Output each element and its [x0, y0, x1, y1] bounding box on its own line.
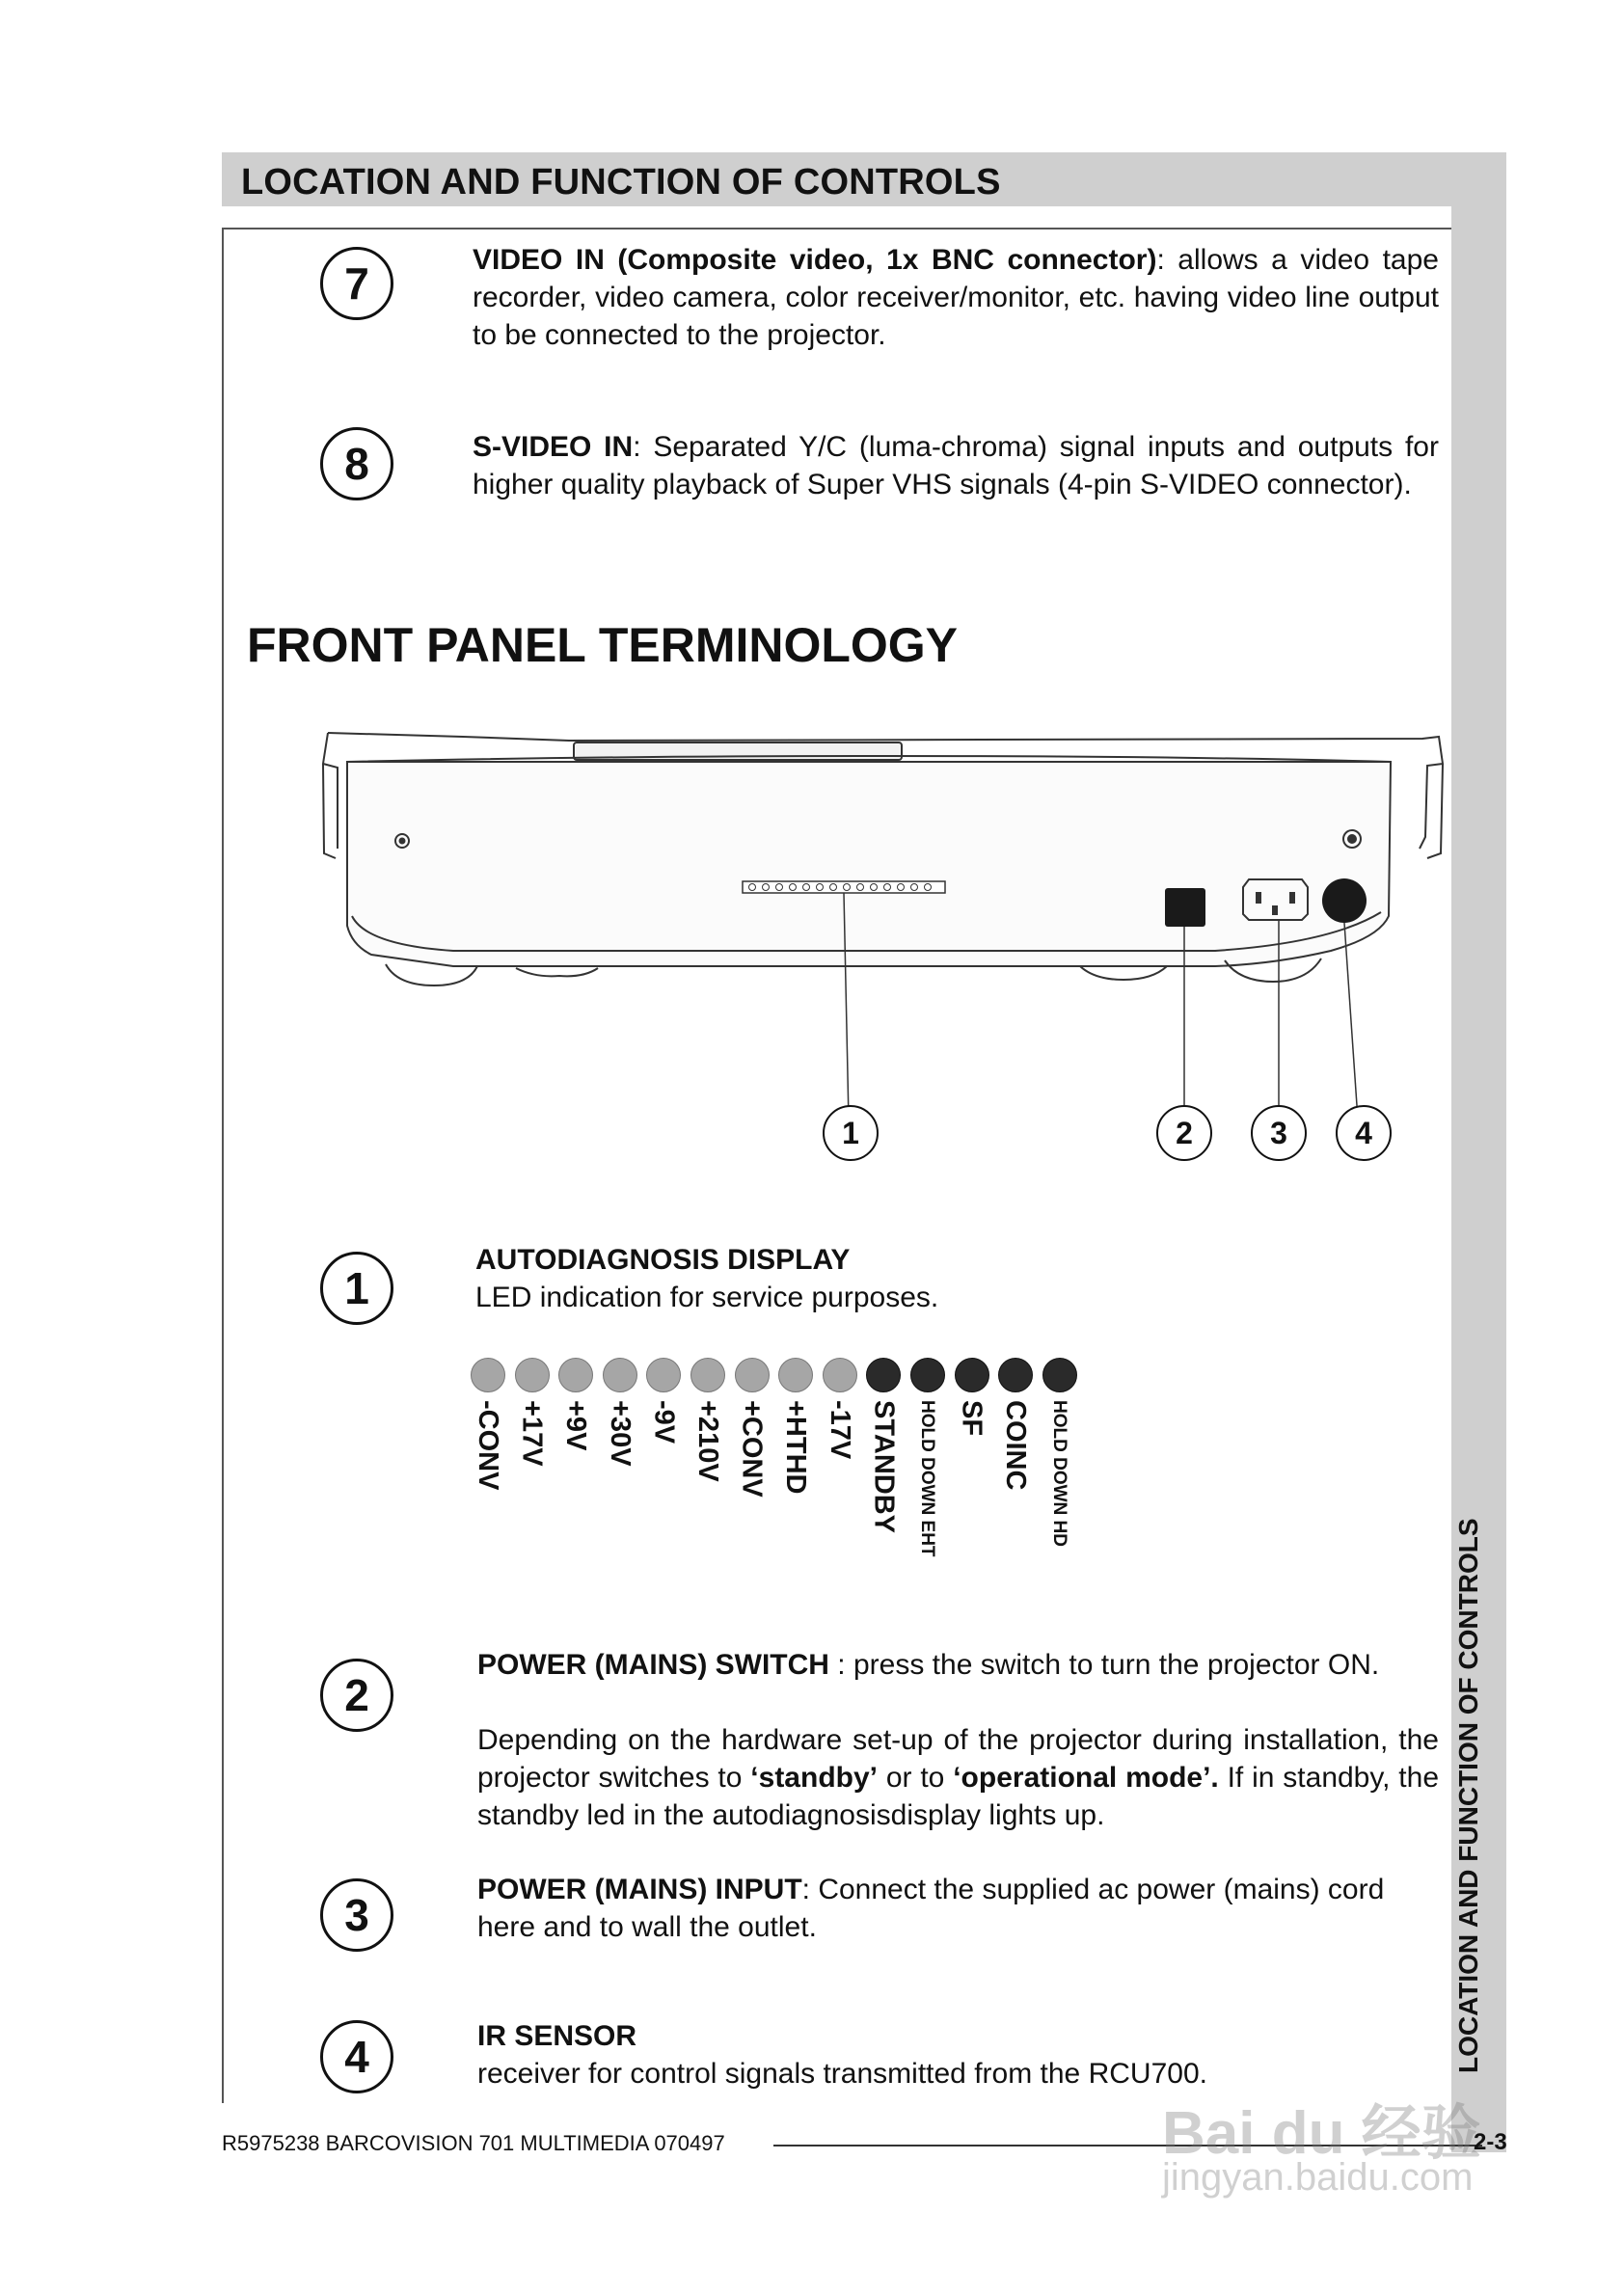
item-4-text: receiver for control signals transmitted from the RCU700.: [477, 2058, 1207, 2090]
item-4-number: 4: [320, 2020, 393, 2093]
led-label: +9V: [560, 1400, 592, 1451]
item-2-title: POWER (MAINS) SWITCH: [477, 1649, 829, 1681]
item-7-number: 7: [320, 247, 393, 320]
item-2-note-a: Depending on the hardware set-up of the projector during installation, the projector switches to: [477, 1724, 1439, 1794]
led-label: -17V: [824, 1400, 855, 1460]
page-header-title: LOCATION AND FUNCTION OF CONTROLS: [241, 162, 1001, 202]
item-2-text: : press the switch to turn the projector ON.: [828, 1649, 1380, 1681]
item-2-note-c: or to: [878, 1762, 954, 1794]
item-1-description: [475, 1241, 1440, 1316]
led-label: HOLD DOWN EHT: [917, 1400, 937, 1557]
led-6: [690, 1358, 725, 1392]
ir-sensor: [1322, 878, 1367, 923]
frame-top-rule: [222, 228, 1451, 230]
callout-2: 2: [1156, 1105, 1212, 1161]
item-7-text: : allows a video tape recorder, video camera, color receiver/monitor, etc. having video line output to be connected to the projector.: [473, 244, 1439, 351]
callout-3: 3: [1251, 1105, 1307, 1161]
frame-left-rule: [222, 228, 224, 2103]
led-5: [646, 1358, 681, 1392]
led-14: [1042, 1358, 1077, 1392]
led-label: -CONV: [473, 1400, 503, 1491]
callout-1: 1: [823, 1105, 879, 1161]
item-3-number: 3: [320, 1878, 393, 1952]
item-1-title: AUTODIAGNOSIS DISPLAY: [475, 1244, 851, 1276]
item-2-note-e: If in standby, the standby led in the autodiagnosisdisplay lights up.: [477, 1762, 1440, 1831]
power-switch: [1165, 888, 1205, 927]
led-label: +30V: [604, 1400, 636, 1467]
led-10: [866, 1358, 901, 1392]
item-1-number: 1: [320, 1252, 393, 1325]
watermark-logo: Bai du 经验: [1162, 2100, 1481, 2167]
led-label: STANDBY: [868, 1400, 900, 1534]
item-4-description: [477, 2017, 1439, 2092]
led-label: +CONV: [736, 1400, 768, 1498]
led-3: [558, 1358, 593, 1392]
item-2-note-standby: ‘standby’: [750, 1762, 878, 1794]
led-8: [778, 1358, 813, 1392]
led-label: +210V: [692, 1400, 723, 1482]
item-3-title: POWER (MAINS) INPUT: [477, 1874, 802, 1905]
item-2-number: 2: [320, 1659, 393, 1732]
led-9: [823, 1358, 857, 1392]
section-title: FRONT PANEL TERMINOLOGY: [247, 618, 959, 672]
front-panel-diagram: [309, 723, 1466, 1167]
item-2-note: [477, 1721, 1439, 1834]
item-8-title: S-VIDEO IN: [473, 431, 634, 463]
led-label: COINC: [1000, 1400, 1032, 1491]
item-8-number: 8: [320, 427, 393, 500]
led-7: [735, 1358, 770, 1392]
side-tab-label: LOCATION AND FUNCTION OF CONTROLS: [1453, 1518, 1483, 2073]
item-2-note-operational: ‘operational mode’.: [953, 1762, 1219, 1794]
led-2: [515, 1358, 550, 1392]
item-7-title: VIDEO IN (Composite video, 1x BNC connector): [473, 244, 1157, 276]
footer-doc-id: R5975238 BARCOVISION 701 MULTIMEDIA 070497: [222, 2131, 725, 2155]
item-7-description: [473, 241, 1439, 354]
item-3-description: [477, 1871, 1439, 1946]
led-13: [998, 1358, 1033, 1392]
item-3-text: : Connect the supplied ac power (mains) cord here and to wall the outlet.: [477, 1874, 1385, 1943]
item-8-text: : Separated Y/C (luma-chroma) signal inputs and outputs for higher quality playback of Super VHS signals (4-pin S-VIDEO connector).: [473, 431, 1439, 500]
item-4-title: IR SENSOR: [477, 2020, 637, 2052]
led-strip: [743, 881, 945, 893]
led-11: [910, 1358, 945, 1392]
led-12: [955, 1358, 989, 1392]
led-4: [603, 1358, 637, 1392]
item-8-description: [473, 428, 1439, 503]
led-1: [471, 1358, 505, 1392]
led-label: +17V: [516, 1400, 548, 1467]
watermark-url: jingyan.baidu.com: [1162, 2156, 1474, 2199]
led-label: +HTHD: [780, 1400, 812, 1495]
item-1-text: LED indication for service purposes.: [475, 1282, 939, 1313]
led-label: -9V: [648, 1400, 680, 1444]
item-2-description: [477, 1646, 1439, 1684]
led-label: SF: [956, 1400, 988, 1437]
led-label: HOLD DOWN HD: [1048, 1400, 1069, 1547]
callout-4: 4: [1336, 1105, 1392, 1161]
page-number: 2-3: [1474, 2129, 1507, 2155]
